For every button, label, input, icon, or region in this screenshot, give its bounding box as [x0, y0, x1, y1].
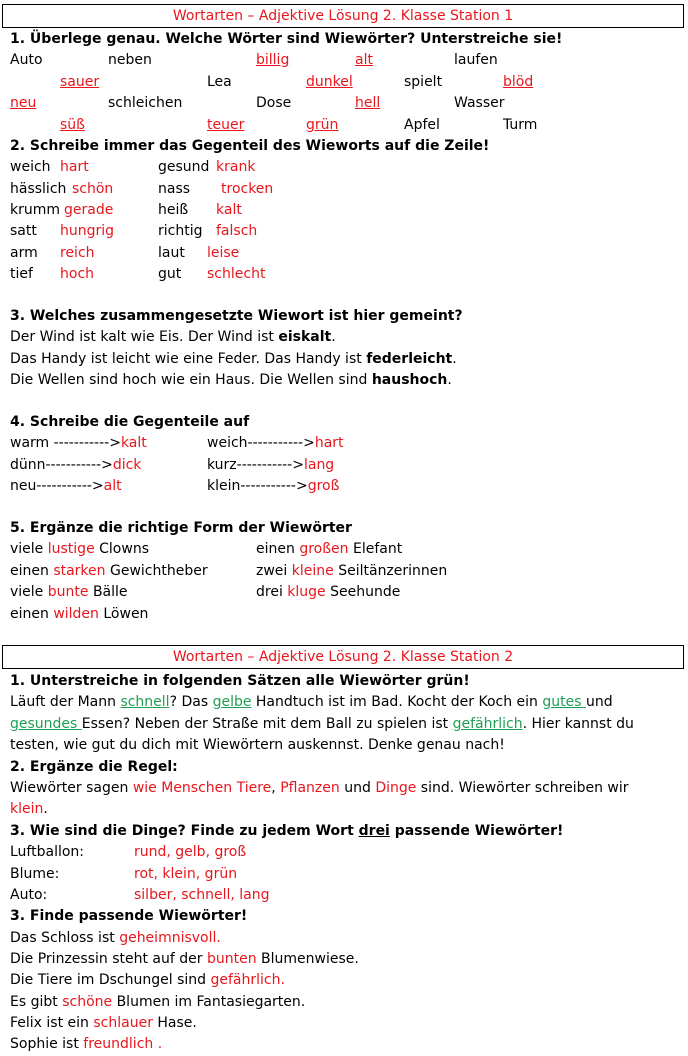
text: Die Tiere im Dschungel sind — [10, 972, 211, 988]
answer: großen — [299, 541, 349, 557]
text: Wiewörter sagen — [10, 780, 133, 796]
answer: falsch — [216, 223, 258, 239]
word-underlined: süß — [60, 117, 85, 133]
arrow-text: weich-----------> — [207, 435, 315, 451]
answer: hungrig — [60, 223, 115, 239]
word: Wasser — [454, 95, 505, 111]
task3-line — [10, 328, 336, 346]
word: Dose — [256, 95, 292, 111]
word: Apfel — [404, 117, 440, 133]
text: Seehunde — [325, 584, 401, 600]
text: Das Schloss ist — [10, 930, 120, 946]
word: nass — [158, 181, 191, 197]
s2-task4-line — [10, 1035, 162, 1053]
object-label: Auto: — [10, 887, 48, 903]
text: Bälle — [88, 584, 128, 600]
word: Turm — [503, 117, 538, 133]
word: heiß — [158, 202, 189, 218]
text: und — [339, 780, 376, 796]
answer: leise — [207, 245, 240, 261]
text: viele — [10, 541, 48, 557]
text: Felix ist ein — [10, 1015, 94, 1031]
answer: groß — [307, 478, 340, 494]
task3-title: 3. Welches zusammengesetzte Wiewort ist hier gemeint? — [10, 308, 463, 324]
text: Elefant — [348, 541, 403, 557]
text: einen — [10, 606, 54, 622]
text: Essen? Neben der Straße mit dem Ball zu spielen ist — [81, 716, 453, 732]
adjective: gelbe — [212, 694, 252, 710]
arrow-text: neu-----------> — [10, 478, 104, 494]
text: sind. Wiewörter schreiben wir — [416, 780, 629, 796]
text: . — [43, 801, 48, 817]
word-underlined: blöd — [503, 74, 534, 90]
word-underlined: dunkel — [306, 74, 353, 90]
answer: bunte — [47, 584, 89, 600]
adjective: gesundes — [10, 716, 82, 732]
word-underlined: hell — [355, 95, 381, 111]
text — [10, 434, 147, 452]
adjective: schnell — [120, 694, 170, 710]
s2-task4-line — [10, 971, 285, 989]
word: hässlich — [10, 181, 67, 197]
text: . Hier kannst du — [522, 716, 634, 732]
phrase — [10, 562, 208, 580]
text: Handtuch ist im Bad. Kocht der Koch ein — [251, 694, 543, 710]
object-label: Blume: — [10, 866, 60, 882]
s2-task1-line — [10, 693, 613, 711]
answer: kalt — [216, 202, 242, 218]
answer: gefährlich. — [210, 972, 285, 988]
word: weich — [10, 159, 51, 175]
text: Blumenwiese. — [256, 951, 359, 967]
word: gut — [158, 266, 182, 282]
station1-header: Wortarten – Adjektive Lösung 2. Klasse Station 1 — [2, 4, 684, 28]
text: Hase. — [152, 1015, 197, 1031]
s2-task1-line: testen, wie gut du dich mit Wiewörtern auskennst. Denke genau nach! — [10, 737, 505, 753]
word: richtig — [158, 223, 203, 239]
text: einen — [256, 541, 300, 557]
text: . — [447, 372, 452, 388]
text: drei — [256, 584, 288, 600]
arrow-text: dünn-----------> — [10, 457, 113, 473]
word-underlined: neu — [10, 95, 37, 111]
text — [207, 434, 344, 452]
answer: schlauer — [93, 1015, 153, 1031]
adjective: gefährlich — [452, 716, 523, 732]
text: und — [586, 694, 613, 710]
word-underlined: alt — [355, 52, 373, 68]
word: laufen — [454, 52, 498, 68]
phrase — [10, 605, 148, 623]
answer: alt — [103, 478, 122, 494]
arrow-text: klein-----------> — [207, 478, 308, 494]
word: spielt — [404, 74, 443, 90]
s2-task2-title: 2. Ergänze die Regel: — [10, 759, 178, 775]
phrase — [256, 562, 447, 580]
word: gesund — [158, 159, 210, 175]
task1-title: 1. Überlege genau. Welche Wörter sind Wiewörter? Unterstreiche sie! — [10, 31, 563, 47]
phrase — [10, 583, 128, 601]
s2-task1-line — [10, 715, 634, 733]
answer: federleicht — [366, 351, 453, 367]
answer: rot, klein, grün — [134, 866, 238, 882]
answer: trocken — [221, 181, 274, 197]
answer: wilden — [53, 606, 99, 622]
word: laut — [158, 245, 185, 261]
answer: lang — [303, 457, 335, 473]
text — [10, 477, 122, 495]
word: Auto — [10, 52, 43, 68]
word-underlined: billig — [256, 52, 290, 68]
answer: klein — [10, 801, 44, 817]
answer: schlecht — [207, 266, 266, 282]
text — [207, 456, 334, 474]
phrase — [256, 583, 400, 601]
phrase — [256, 540, 402, 558]
answer: kluge — [287, 584, 326, 600]
word: schleichen — [108, 95, 183, 111]
answer: schöne — [62, 994, 113, 1010]
word-underlined: teuer — [207, 117, 245, 133]
task5-title: 5. Ergänze die richtige Form der Wiewörter — [10, 520, 352, 536]
word: neben — [108, 52, 152, 68]
text: Die Wellen sind hoch wie ein Haus. Die Wellen sind — [10, 372, 372, 388]
text: 3. Wie sind die Dinge? Finde zu jedem Wort — [10, 823, 359, 839]
text: Blumen im Fantasiegarten. — [112, 994, 306, 1010]
answer: krank — [216, 159, 256, 175]
arrow-text: kurz-----------> — [207, 457, 304, 473]
word-underlined: grün — [306, 117, 339, 133]
s2-task3-title — [10, 822, 563, 840]
text: Das Handy ist leicht wie eine Feder. Das Handy ist — [10, 351, 367, 367]
answer: geheimnisvoll. — [119, 930, 221, 946]
text: Löwen — [98, 606, 149, 622]
task2-title: 2. Schreibe immer das Gegenteil des Wieworts auf die Zeile! — [10, 138, 490, 154]
s2-task2-line — [10, 800, 48, 818]
answer: kalt — [120, 435, 147, 451]
text: Sophie ist — [10, 1036, 84, 1052]
text — [10, 456, 141, 474]
arrow-text: warm -----------> — [10, 435, 121, 451]
s2-task2-line — [10, 779, 629, 797]
text: Clowns — [94, 541, 149, 557]
text: viele — [10, 584, 48, 600]
text: Gewichtheber — [105, 563, 208, 579]
text: . — [452, 351, 457, 367]
answer: gerade — [64, 202, 114, 218]
text — [207, 477, 339, 495]
answer: freundlich . — [83, 1036, 163, 1052]
word: krumm — [10, 202, 61, 218]
s2-task4-line — [10, 950, 359, 968]
task3-line — [10, 371, 452, 389]
text: ? Das — [169, 694, 213, 710]
s2-task4-line — [10, 1014, 197, 1032]
phrase — [10, 540, 149, 558]
answer: wie Menschen Tiere — [132, 780, 272, 796]
text: Seiltänzerinnen — [333, 563, 448, 579]
text: einen — [10, 563, 54, 579]
text: Es gibt — [10, 994, 63, 1010]
answer: reich — [60, 245, 95, 261]
text: . — [331, 329, 336, 345]
s2-task4-line — [10, 929, 221, 947]
underlined-word: drei — [358, 823, 390, 839]
answer: silber, schnell, lang — [134, 887, 270, 903]
answer: rund, gelb, groß — [134, 844, 247, 860]
answer: bunten — [206, 951, 257, 967]
word: satt — [10, 223, 37, 239]
word: Lea — [207, 74, 232, 90]
task4-title: 4. Schreibe die Gegenteile auf — [10, 414, 250, 430]
s2-task4-title: 3. Finde passende Wiewörter! — [10, 908, 248, 924]
word-underlined: sauer — [60, 74, 100, 90]
answer: starken — [53, 563, 106, 579]
answer: dick — [112, 457, 142, 473]
task3-line — [10, 350, 457, 368]
adjective: gutes — [542, 694, 586, 710]
text: zwei — [256, 563, 292, 579]
station2-header: Wortarten – Adjektive Lösung 2. Klasse Station 2 — [2, 645, 684, 669]
answer: eiskalt — [278, 329, 332, 345]
text: Die Prinzessin steht auf der — [10, 951, 207, 967]
text: Der Wind ist kalt wie Eis. Der Wind ist — [10, 329, 279, 345]
s2-task1-title: 1. Unterstreiche in folgenden Sätzen alle Wiewörter grün! — [10, 673, 470, 689]
answer: hart — [60, 159, 89, 175]
s2-task4-line — [10, 993, 305, 1011]
answer: haushoch — [371, 372, 448, 388]
object-label: Luftballon: — [10, 844, 84, 860]
word: arm — [10, 245, 38, 261]
word: tief — [10, 266, 33, 282]
answer: lustige — [47, 541, 95, 557]
text: Läuft der Mann — [10, 694, 121, 710]
answer: hoch — [60, 266, 95, 282]
answer: kleine — [291, 563, 334, 579]
answer: Pflanzen — [280, 780, 340, 796]
text: , — [271, 780, 281, 796]
answer: schön — [72, 181, 114, 197]
text: passende Wiewörter! — [389, 823, 564, 839]
answer: hart — [314, 435, 344, 451]
answer: Dinge — [375, 780, 417, 796]
